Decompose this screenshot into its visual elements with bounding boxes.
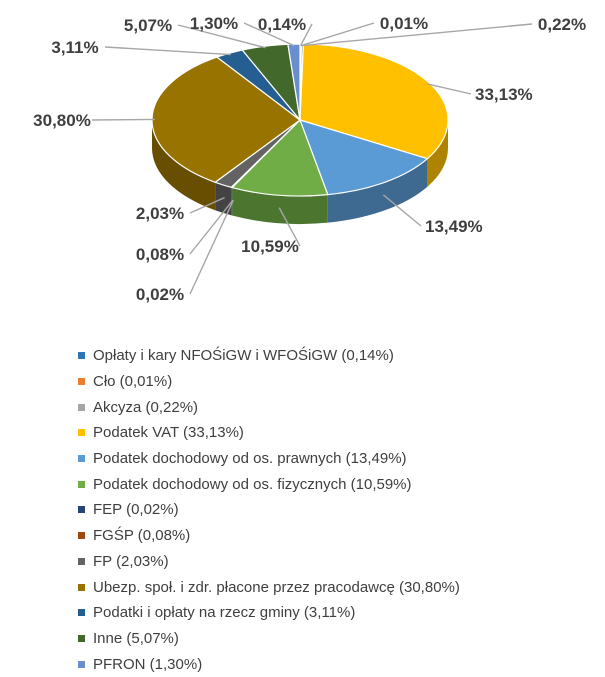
legend-label: Opłaty i kary NFOŚiGW i WFOŚiGW (0,14%) — [93, 347, 394, 365]
data-label: 13,49% — [425, 217, 483, 236]
legend-label: Inne (5,07%) — [93, 629, 179, 647]
legend-label: Akcyza (0,22%) — [93, 398, 199, 416]
legend-swatch — [78, 352, 85, 359]
legend-label: Podatek VAT (33,13%) — [93, 424, 244, 442]
pie-slices — [152, 44, 448, 196]
leader-line — [92, 119, 155, 120]
legend-swatch — [78, 635, 85, 642]
legend-item — [78, 369, 460, 395]
legend-item — [78, 549, 460, 575]
legend-swatch — [78, 506, 85, 513]
legend-swatch — [78, 481, 85, 488]
legend-label: FGŚP (0,08%) — [93, 527, 191, 545]
data-label: 0,14% — [257, 15, 307, 34]
data-label: 30,80% — [33, 111, 91, 130]
data-label: 2,03% — [135, 204, 185, 223]
legend-item — [78, 600, 460, 626]
legend-swatch — [78, 532, 85, 539]
legend-item — [78, 523, 460, 549]
legend-item — [78, 420, 460, 446]
legend-swatch — [78, 404, 85, 411]
legend-label: FP (2,03%) — [93, 552, 169, 570]
legend-swatch — [78, 558, 85, 565]
legend-item — [78, 651, 460, 677]
pie-chart — [0, 0, 605, 320]
legend-label: Cło (0,01%) — [93, 373, 173, 391]
legend-swatch — [78, 609, 85, 616]
data-label: 1,30% — [189, 14, 239, 33]
leader-line — [105, 47, 231, 55]
data-label: 0,01% — [379, 14, 429, 33]
legend-item — [78, 446, 460, 472]
legend-swatch — [78, 584, 85, 591]
leader-line — [190, 200, 233, 294]
data-label: 0,02% — [135, 285, 185, 304]
legend-item — [78, 343, 460, 369]
legend-label: Podatek dochodowy od os. fizycznych (10,59%) — [93, 475, 412, 493]
legend — [78, 343, 460, 677]
legend-label: FEP (0,02%) — [93, 501, 179, 519]
legend-swatch — [78, 429, 85, 436]
data-label: 10,59% — [241, 237, 299, 256]
data-label: 3,11% — [51, 38, 99, 57]
legend-swatch — [78, 455, 85, 462]
data-label: 0,22% — [537, 15, 587, 34]
legend-swatch — [78, 661, 85, 668]
data-label: 33,13% — [475, 85, 533, 104]
legend-label: Ubezp. społ. i zdr. płacone przez pracodawcę (30,80%) — [93, 578, 460, 596]
data-label: 5,07% — [123, 16, 173, 35]
legend-item — [78, 471, 460, 497]
legend-swatch — [78, 378, 85, 385]
legend-label: Podatek dochodowy od os. prawnych (13,49%) — [93, 450, 407, 468]
legend-item — [78, 497, 460, 523]
legend-item — [78, 574, 460, 600]
legend-item — [78, 626, 460, 652]
legend-item — [78, 394, 460, 420]
legend-label: Podatki i opłaty na rzecz gminy (3,11%) — [93, 604, 356, 622]
legend-label: PFRON (1,30%) — [93, 655, 203, 673]
data-label: 0,08% — [135, 245, 185, 264]
